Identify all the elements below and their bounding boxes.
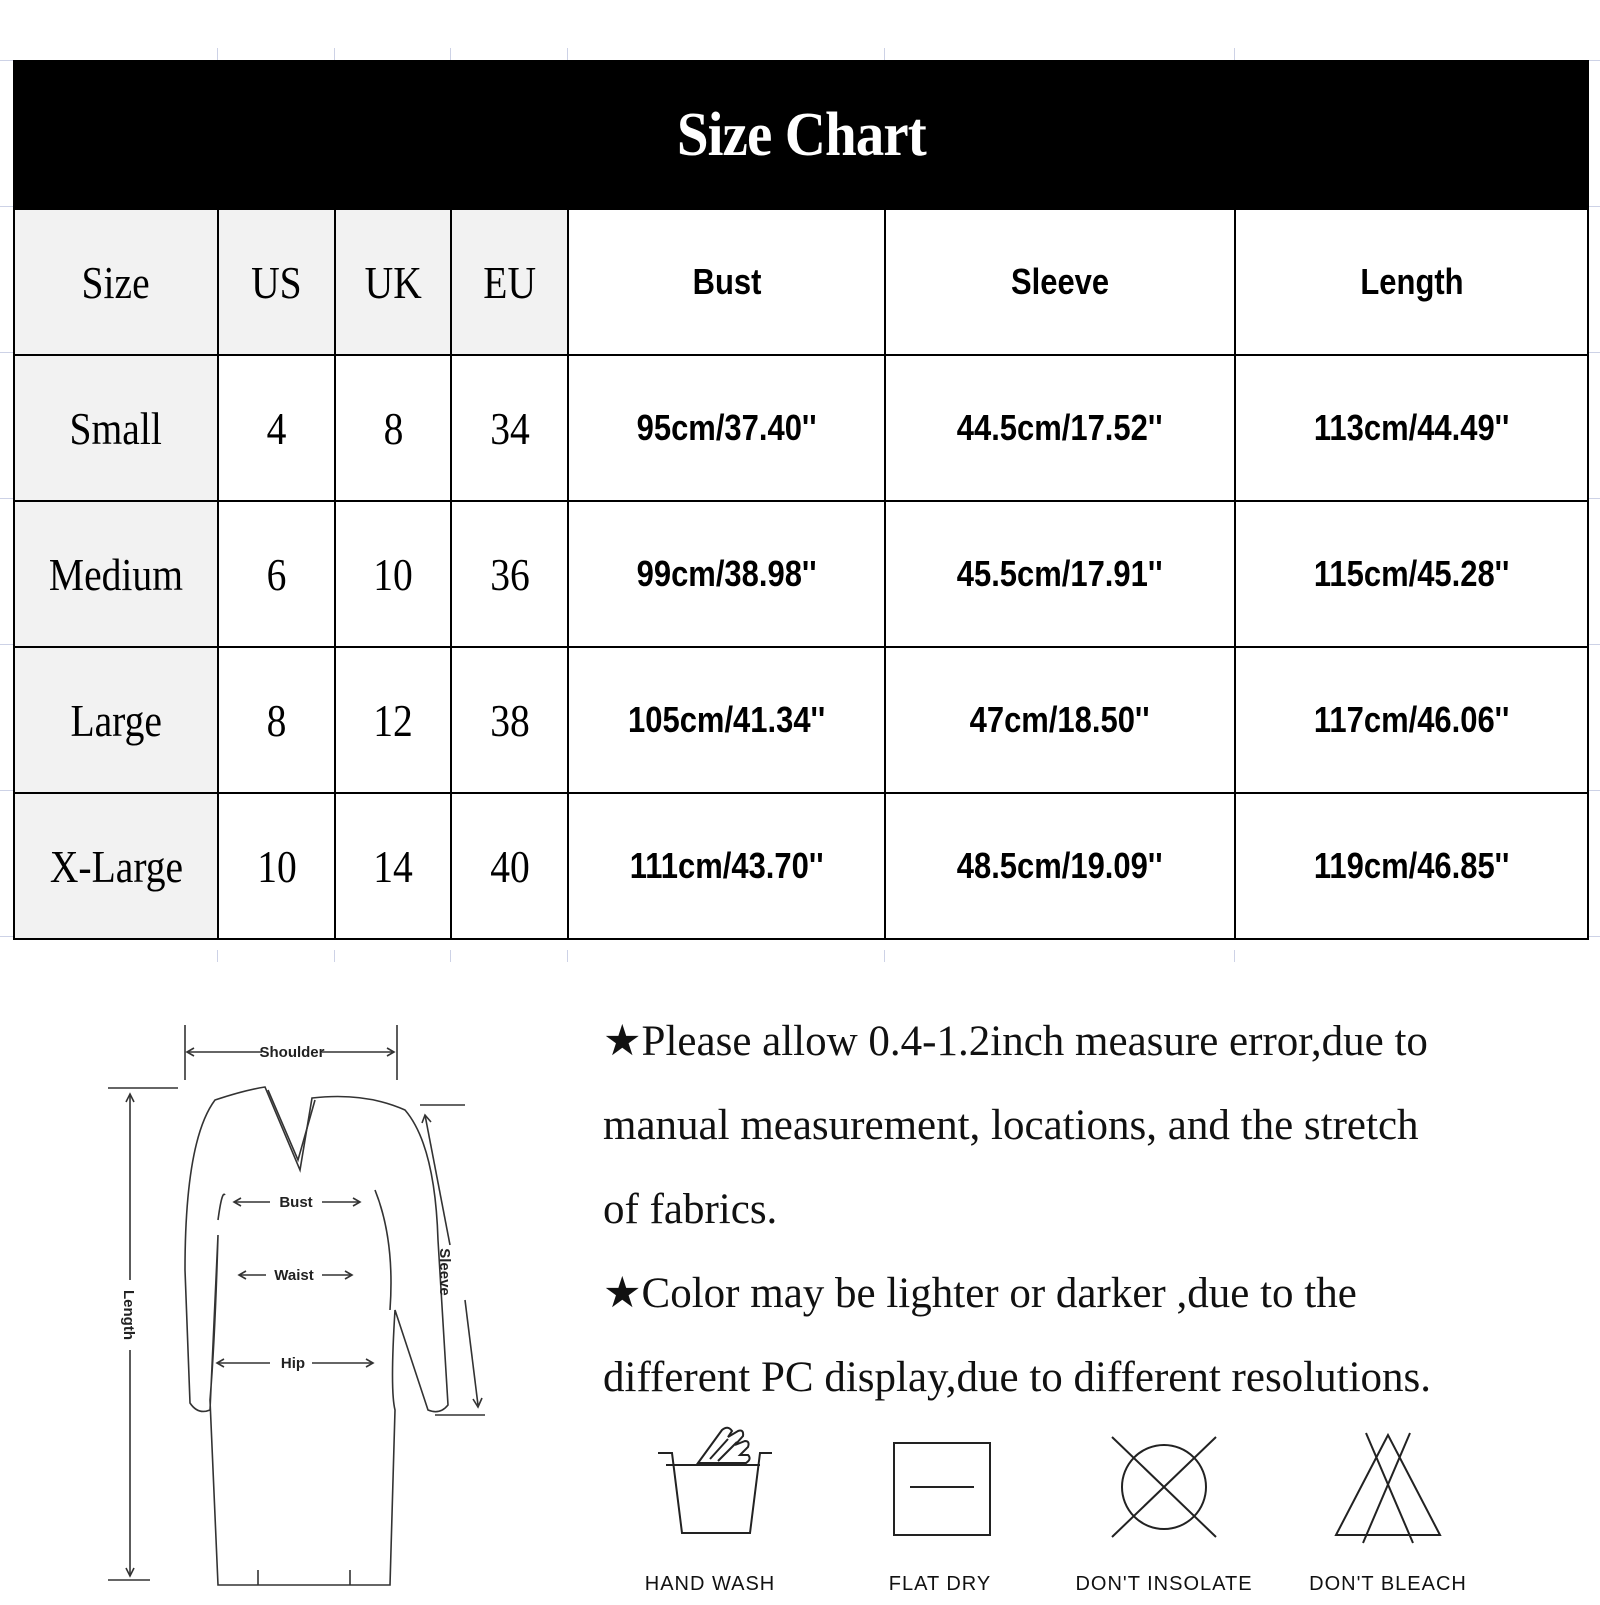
sleeve-cell: 44.5cm/17.52'' [885, 355, 1235, 501]
eu-cell: 36 [451, 501, 568, 647]
grid-tick [567, 48, 568, 60]
us-cell: 6 [218, 501, 335, 647]
waist-label: Waist [274, 1267, 314, 1284]
header-sleeve: Sleeve [885, 209, 1235, 355]
length-cell: 119cm/46.85'' [1235, 793, 1588, 939]
sleeve-cell: 47cm/18.50'' [885, 647, 1235, 793]
grid-tick [0, 60, 13, 61]
grid-tick [1234, 48, 1235, 60]
header-length: Length [1235, 209, 1588, 355]
header-row [14, 209, 1588, 355]
length-label: Length [120, 1290, 137, 1340]
notes-block [603, 1000, 1563, 1420]
sleeve-cell: 45.5cm/17.91'' [885, 501, 1235, 647]
size-cell: Medium [14, 501, 218, 647]
header-uk: UK [335, 209, 451, 355]
header-bust: Bust [568, 209, 885, 355]
table-row [14, 355, 1588, 501]
grid-tick [0, 498, 13, 499]
chart-title: Size Chart [14, 61, 1588, 209]
grid-tick [334, 48, 335, 60]
dont-insolate-label: DON'T INSOLATE [1075, 1573, 1253, 1595]
hip-label: Hip [280, 1355, 306, 1372]
dont-bleach-icon [1288, 1425, 1488, 1555]
note-line: manual measurement, locations, and the stretch [603, 1102, 1419, 1149]
grid-tick [884, 950, 885, 962]
header-size: Size [14, 209, 218, 355]
care-flat-dry [840, 1425, 1040, 1600]
shoulder-label: Shoulder [259, 1044, 325, 1061]
note-line: ★Color may be lighter or darker ,due to the [603, 1270, 1357, 1317]
uk-cell: 12 [335, 647, 451, 793]
title-row [14, 61, 1588, 209]
length-cell: 113cm/44.49'' [1235, 355, 1588, 501]
length-cell: 115cm/45.28'' [1235, 501, 1588, 647]
eu-cell: 40 [451, 793, 568, 939]
grid-tick [0, 936, 13, 937]
hand-wash-icon [610, 1425, 810, 1555]
note-line: different PC display,due to different resolutions. [603, 1354, 1432, 1401]
table-row [14, 793, 1588, 939]
size-cell: Large [14, 647, 218, 793]
sleeve-label: Sleeve [436, 1248, 453, 1296]
care-dont-insolate [1064, 1425, 1264, 1600]
grid-tick [0, 644, 13, 645]
flat-dry-label: FLAT DRY [888, 1573, 992, 1595]
size-cell: X-Large [14, 793, 218, 939]
sleeve-cell: 48.5cm/19.09'' [885, 793, 1235, 939]
grid-tick [217, 950, 218, 962]
eu-cell: 38 [451, 647, 568, 793]
grid-tick [450, 950, 451, 962]
bust-cell: 111cm/43.70'' [568, 793, 885, 939]
grid-tick [884, 48, 885, 60]
us-cell: 10 [218, 793, 335, 939]
dont-bleach-label: DON'T BLEACH [1309, 1573, 1467, 1595]
header-us: US [218, 209, 335, 355]
care-dont-bleach [1288, 1425, 1488, 1600]
grid-tick [450, 48, 451, 60]
dress-measurement-diagram [90, 1010, 510, 1600]
length-cell: 117cm/46.06'' [1235, 647, 1588, 793]
uk-cell: 10 [335, 501, 451, 647]
uk-cell: 14 [335, 793, 451, 939]
grid-tick [0, 206, 13, 207]
grid-tick [0, 790, 13, 791]
bust-cell: 105cm/41.34'' [568, 647, 885, 793]
size-table [13, 60, 1589, 940]
us-cell: 8 [218, 647, 335, 793]
uk-cell: 8 [335, 355, 451, 501]
table-row [14, 647, 1588, 793]
hand-wash-label: HAND WASH [644, 1573, 776, 1595]
table-row [14, 501, 1588, 647]
dress-diagram-svg [90, 1010, 510, 1600]
grid-tick [0, 352, 13, 353]
flat-dry-icon [840, 1425, 1040, 1555]
bust-cell: 95cm/37.40'' [568, 355, 885, 501]
eu-cell: 34 [451, 355, 568, 501]
dont-insolate-icon [1064, 1425, 1264, 1555]
note-line: ★Please allow 0.4-1.2inch measure error,due to [603, 1018, 1428, 1065]
us-cell: 4 [218, 355, 335, 501]
bust-cell: 99cm/38.98'' [568, 501, 885, 647]
grid-tick [567, 950, 568, 962]
care-hand-wash [610, 1425, 810, 1600]
header-eu: EU [451, 209, 568, 355]
grid-tick [1234, 950, 1235, 962]
bust-label: Bust [279, 1194, 313, 1211]
size-cell: Small [14, 355, 218, 501]
grid-tick [334, 950, 335, 962]
note-line: of fabrics. [603, 1186, 778, 1233]
grid-tick [217, 48, 218, 60]
